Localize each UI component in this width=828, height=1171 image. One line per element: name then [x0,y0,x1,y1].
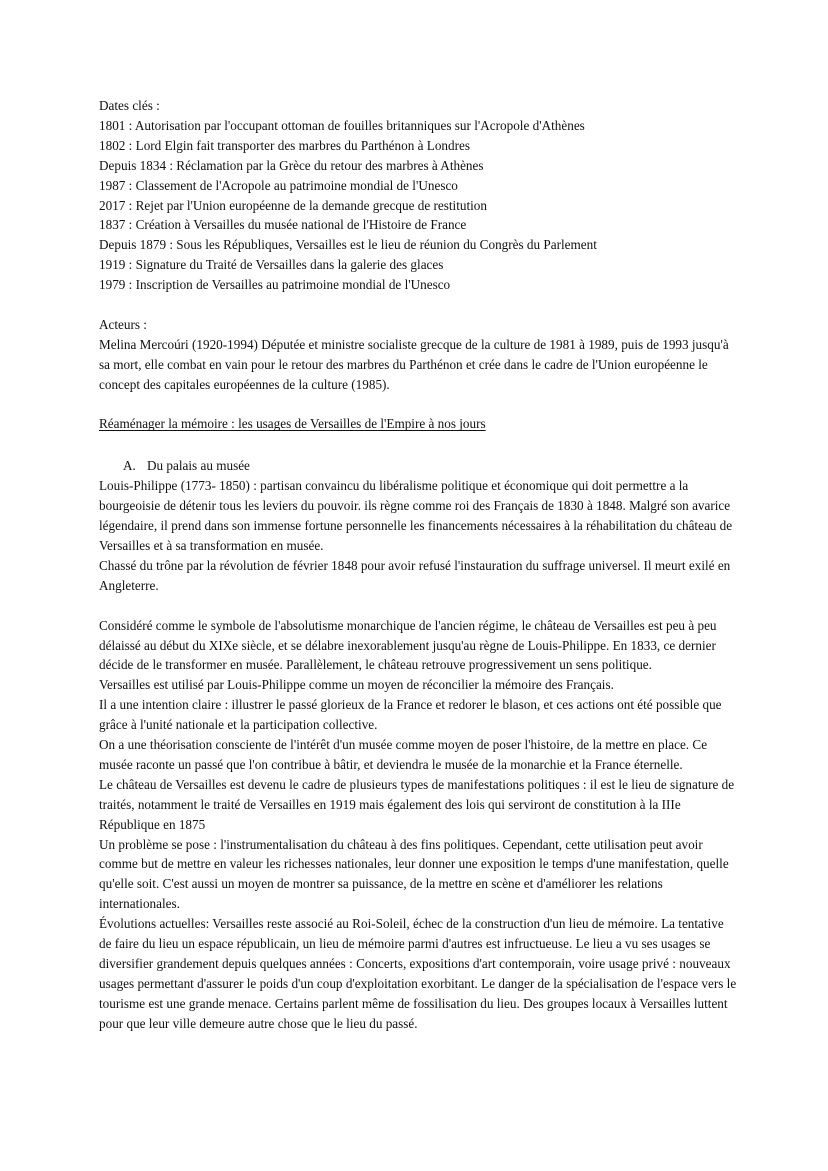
body-paragraph: Il a une intention claire : illustrer le passé glorieux de la France et redorer le blason, et ces actions ont été possible que grâce à l'unité nationale et la participation collective. [99,697,722,733]
body-paragraph: Un problème se pose : l'instrumentalisation du château à des fins politiques. Cependant, cette utilisation peut avoir comme but de mettre en valeur les richesses nationales, leur donner une exposition le temps d'une manifestation, quelle qu'elle soit. C'est aussi un moyen de montrer sa puissance, de la mettre en scène et d'améliorer les relations internationales. [99,836,729,912]
body-paragraph: On a une théorisation consciente de l'intérêt d'un musée comme moyen de poser l'histoire, de la mettre en place. Ce musée raconte un passé que l'on contribue à bâtir, et deviendra le musée de la monarchie et la France éternelle. [99,737,708,772]
subsection-letter: A. [123,458,136,474]
actors-paragraph: Melina Mercoúri (1920-1994) Députée et ministre socialiste grecque de la culture de 1981 à 1989, puis de 1993 jusqu'à sa mort, elle combat en vain pour le retour des marbres du Parthénon et crée dans le cadre de l'Union européenne le concept des capitales européennes de la culture (1985). [99,336,729,392]
date-item: 1802 : Lord Elgin fait transporter des marbres du Parthénon à Londres [99,137,470,153]
subsection-title-text: Du palais au musée [147,458,250,474]
body-paragraph: Considéré comme le symbole de l'absolutisme monarchique de l'ancien régime, le château de Versailles est peu à peu délaissé au début du XIXe siècle, et se délabre inexorablement jusqu'au règne de Louis-Philippe. En 1833, ce dernier décide de le transformer en musée. Parallèlement, le château retrouve progressivement un sens politique. [99,617,717,673]
subsection-title [99,456,739,476]
body-paragraph: Versailles est utilisé par Louis-Philippe comme un moyen de réconcilier la mémoire des Français. [99,677,614,693]
date-item: 1979 : Inscription de Versailles au patrimoine mondial de l'Unesco [99,277,451,293]
actors-title: Acteurs : [99,316,147,332]
spacer [99,395,739,415]
louis-philippe-paragraph: Louis-Philippe (1773- 1850) : partisan convaincu du libéralisme politique et économique qui doit permettre a la bourgeoisie de détenir tous les leviers du pouvoir. ils règne comme roi des Français de 1830 à 1848. Malgré son avarice légendaire, il prend dans son immense fortune personnelle les financements nécessaires à la réhabilitation du château de Versailles et à sa transformation en musée. [99,478,733,553]
date-item: 1919 : Signature du Traité de Versailles dans la galerie des glaces [99,257,444,273]
date-item: 1837 : Création à Versailles du musée national de l'Histoire de France [99,217,467,233]
date-item: Depuis 1879 : Sous les Républiques, Versailles est le lieu de réunion du Congrès du Parlement [99,237,597,253]
dates-title: Dates clés : [99,98,160,113]
body-paragraph: Évolutions actuelles: Versailles reste associé au Roi-Soleil, échec de la construction d'un lieu de mémoire. La tentative de faire du lieu un espace républicain, un lieu de mémoire parmi d'autres est infructueuse. Le lieu a vu ses usages se diversifier grandement depuis quelques années : Concerts, expositions d'art contemporain, voire usage privé : nouveaux usages permettant d'assurer le poids d'un coup d'exploitation exorbitant. Le danger de la spécialisation de l'espace vers le tourisme est une grande menace. Certains parlent même de fossilisation du lieu. Des groupes locaux à Versailles luttent pour que leur ville demeure autre chose que le lieu du passé. [99,916,737,1031]
louis-philippe-exile-paragraph: Chassé du trône par la révolution de février 1848 pour avoir refusé l'instauration du suffrage universel. Il meurt exilé en Angleterre. [99,557,731,593]
spacer [99,596,739,616]
date-item: 1987 : Classement de l'Acropole au patrimoine mondial de l'Unesco [99,177,458,193]
date-item: 1801 : Autorisation par l'occupant ottoman de fouilles britanniques sur l'Acropole d'Athènes [99,117,585,133]
document-page [99,96,739,1034]
spacer [99,434,739,456]
date-item: 2017 : Rejet par l'Union européenne de la demande grecque de restitution [99,197,487,213]
section-heading: Réaménager la mémoire : les usages de Versailles de l'Empire à nos jours [99,416,486,432]
body-paragraph: Le château de Versailles est devenu le cadre de plusieurs types de manifestations politiques : il est le lieu de signature de traités, notamment le traité de Versailles en 1919 mais également des lois qui serviront de constitution à la IIIe République en 1875 [99,776,735,832]
spacer [99,295,739,315]
date-item: Depuis 1834 : Réclamation par la Grèce du retour des marbres à Athènes [99,157,484,173]
